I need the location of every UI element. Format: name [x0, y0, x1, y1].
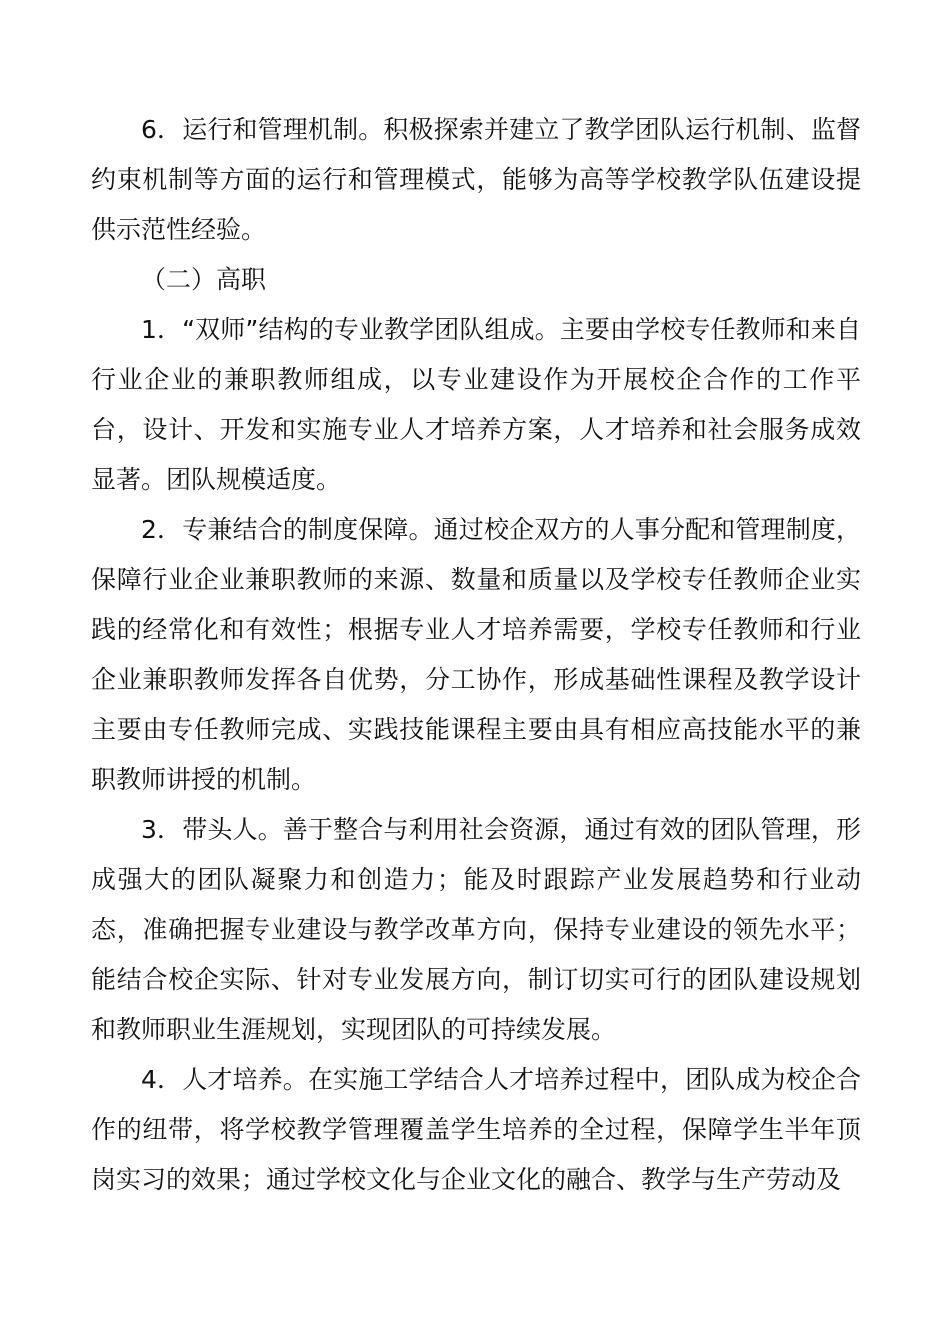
paragraph-dual-teacher-structure: 1．“双师”结构的专业教学团队组成。主要由学校专任教师和来自行业企业的兼职教师组成，以专业建设作为开展校企合作的工作平台，设计、开发和实施专业人才培养方案，人才培养和社会服务成效显著。团队规模适度。 [91, 315, 861, 494]
section-heading-higher-vocational: （二）高职 [141, 265, 267, 294]
paragraph-operation-mechanism: 6．运行和管理机制。积极探索并建立了教学团队运行机制、监督约束机制等方面的运行和管理模式，能够为高等学校教学队伍建设提供示范性经验。 [91, 115, 861, 244]
paragraph-team-leader: 3．带头人。善于整合与利用社会资源，通过有效的团队管理，形成强大的团队凝聚力和创造力；能及时跟踪产业发展趋势和行业动态，准确把握专业建设与教学改革方向，保持专业建设的领先水平；能结合校企实际、针对专业发展方向，制订切实可行的团队建设规划和教师职业生涯规划，实现团队的可持续发展。 [91, 815, 861, 1044]
document-body [91, 105, 861, 1205]
paragraph-institutional-guarantee: 2．专兼结合的制度保障。通过校企双方的人事分配和管理制度，保障行业企业兼职教师的来源、数量和质量以及学校专任教师企业实践的经常化和有效性；根据专业人才培养需要，学校专任教师和行业企业兼职教师发挥各自优势，分工协作，形成基础性课程及教学设计主要由专任教师完成、实践技能课程主要由具有相应高技能水平的兼职教师讲授的机制。 [91, 515, 861, 794]
paragraph-talent-cultivation: 4．人才培养。在实施工学结合人才培养过程中，团队成为校企合作的纽带，将学校教学管理覆盖学生培养的全过程，保障学生半年顶岗实习的效果；通过学校文化与企业文化的融合、教学与生产劳动及 [91, 1065, 861, 1194]
